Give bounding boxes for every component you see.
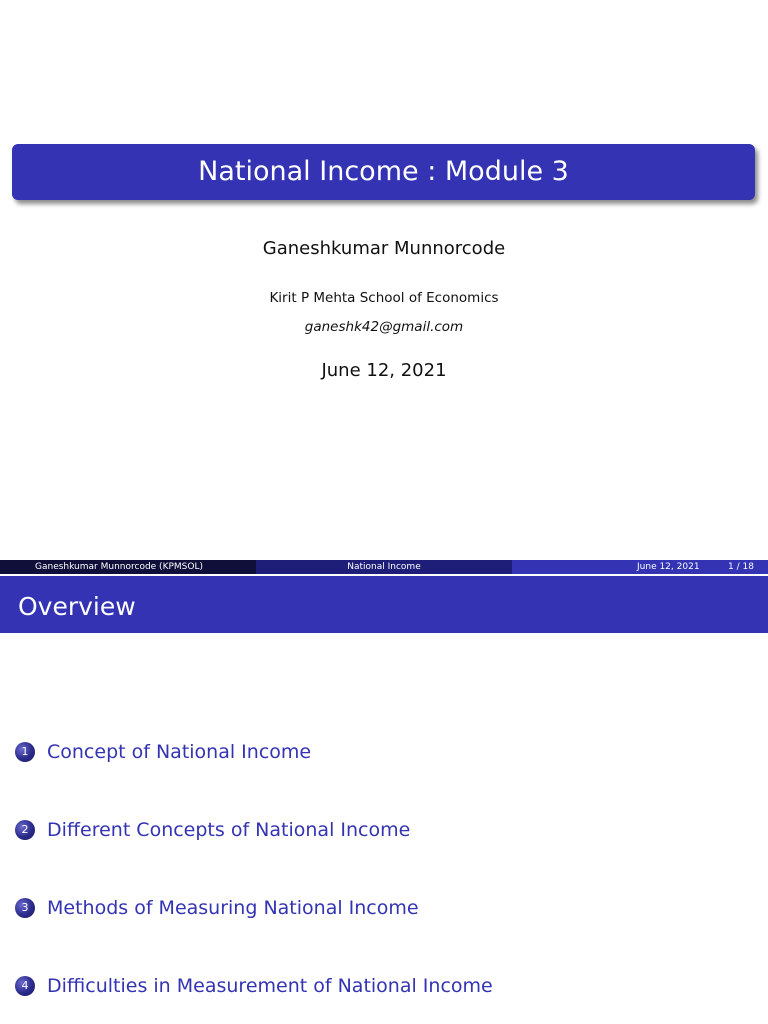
footer-date-segment xyxy=(512,560,768,574)
frame-title: Overview xyxy=(18,592,136,621)
toc-item-label[interactable]: Methods of Measuring National Income xyxy=(47,897,419,919)
institute-name: Kirit P Mehta School of Economics xyxy=(269,290,499,306)
toc-number-ball: 4 xyxy=(15,976,35,996)
footer-title-segment xyxy=(256,560,512,574)
footer-page-number: 1 / 18 xyxy=(728,562,754,572)
slide-footer xyxy=(0,560,768,574)
author-email: ganeshk42@gmail.com xyxy=(304,319,464,335)
toc-item-concept[interactable] xyxy=(15,739,311,765)
toc-item-difficulties[interactable] xyxy=(15,973,493,999)
presentation-date: June 12, 2021 xyxy=(321,360,447,381)
toc-number-ball: 2 xyxy=(15,820,35,840)
toc-number-ball: 1 xyxy=(15,742,35,762)
toc-item-different-concepts[interactable] xyxy=(15,817,410,843)
slide-title-box xyxy=(12,144,755,200)
toc-item-methods[interactable] xyxy=(15,895,419,921)
slide-title: National Income : Module 3 xyxy=(198,156,569,187)
toc-item-label[interactable]: Difficulties in Measurement of National Income xyxy=(47,975,493,997)
frame-title-bar xyxy=(0,576,768,633)
toc-item-label[interactable]: Concept of National Income xyxy=(47,741,312,763)
toc-item-label[interactable]: Different Concepts of National Income xyxy=(47,819,411,841)
footer-short-title: National Income xyxy=(347,562,421,572)
toc-number-ball: 3 xyxy=(15,898,35,918)
footer-author-segment xyxy=(0,560,256,574)
footer-author: Ganeshkumar Munnorcode (KPMSOL) xyxy=(35,562,203,572)
footer-date: June 12, 2021 xyxy=(637,562,700,572)
author-name: Ganeshkumar Munnorcode xyxy=(262,238,506,259)
